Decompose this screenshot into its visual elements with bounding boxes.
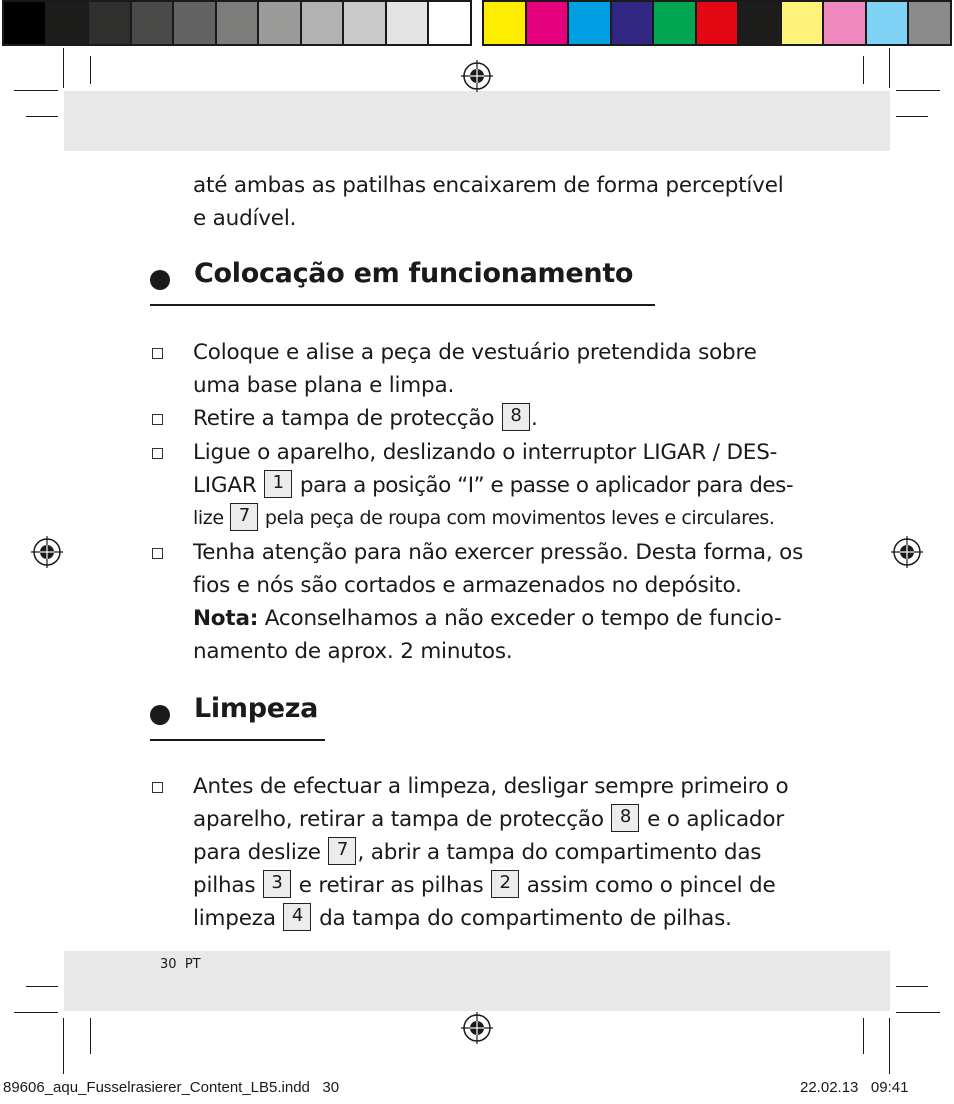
color-swatch: [344, 0, 387, 46]
crop-mark: [90, 56, 91, 84]
part-number-badge: 7: [328, 837, 356, 865]
color-swatch: [89, 0, 132, 46]
part-number-badge: 3: [263, 870, 291, 898]
section-heading-operation: [150, 256, 655, 306]
item-line: Coloque e alise a peça de vestuário pretendida sobre: [193, 340, 757, 365]
item-text: assim como o pincel de: [526, 873, 776, 898]
item-text: limpeza: [193, 906, 276, 931]
item-text: Retire a tampa de protecção: [193, 406, 495, 431]
intro-line: e audível.: [193, 206, 297, 231]
part-number-badge: 8: [611, 804, 639, 832]
item-text: e o aplicador: [647, 807, 784, 832]
registration-mark-icon: [31, 536, 63, 568]
color-swatch: [132, 0, 175, 46]
color-swatch: [174, 0, 217, 46]
section-title: Limpeza: [194, 693, 319, 724]
registration-mark-icon: [461, 1012, 493, 1044]
color-swatch: [2, 0, 47, 46]
part-number-badge: 2: [491, 870, 519, 898]
item-text: .: [531, 406, 538, 431]
part-number-badge: 8: [502, 403, 530, 431]
item-text: , abrir a tampa do compartimento das: [357, 840, 762, 865]
item-text: para deslize: [193, 840, 321, 865]
crop-mark: [63, 1018, 64, 1074]
note-text: namento de aprox. 2 minutos.: [193, 639, 513, 664]
item-line: Antes de efectuar a limpeza, desligar sempre primeiro o: [193, 774, 789, 799]
item-line: fios e nós são cortados e armazenados no depósito.: [193, 573, 742, 598]
crop-mark: [14, 90, 58, 91]
color-swatch: [612, 0, 655, 46]
color-swatch: [697, 0, 740, 46]
item-line: Tenha atenção para não exercer pressão. Desta forma, os: [193, 540, 804, 565]
crop-mark: [863, 56, 864, 84]
file-timestamp: 22.02.13 09:41: [800, 1079, 909, 1096]
crop-mark: [896, 986, 928, 987]
bullet-dot-icon: [150, 270, 170, 290]
crop-mark: [26, 986, 58, 987]
section-title: Colocação em funcionamento: [194, 258, 634, 289]
color-swatch: [259, 0, 302, 46]
item-line: Ligue o aparelho, deslizando o interruptor LIGAR / DES-: [193, 440, 778, 465]
item-text: da tampa do compartimento de pilhas.: [319, 906, 732, 931]
intro-paragraph: [193, 169, 784, 235]
color-swatch: [867, 0, 910, 46]
note-label: Nota:: [193, 606, 259, 631]
item-text: aparelho, retirar a tampa de protecção: [193, 807, 604, 832]
color-swatch: [739, 0, 782, 46]
checkbox-square-icon: [152, 414, 163, 425]
crop-mark: [896, 90, 940, 91]
color-swatch: [527, 0, 570, 46]
checkbox-square-icon: [152, 348, 163, 359]
crop-mark: [63, 48, 64, 88]
checkbox-square-icon: [152, 448, 163, 459]
part-number-badge: 4: [283, 903, 311, 931]
registration-mark-icon: [461, 60, 493, 92]
crop-mark: [889, 1018, 890, 1074]
item-line: uma base plana e limpa.: [193, 373, 455, 398]
item-text: para a posição “I” e passe o aplicador para des-: [299, 473, 794, 498]
language-code: PT: [184, 957, 201, 972]
color-swatch: [217, 0, 260, 46]
gray-color-bar: [2, 0, 472, 46]
part-number-badge: 1: [264, 470, 292, 498]
color-swatch: [387, 0, 430, 46]
checkbox-square-icon: [152, 782, 163, 793]
page-number-value: 30: [160, 957, 177, 972]
process-color-bar: [482, 0, 952, 46]
color-swatch: [47, 0, 90, 46]
file-slug: 89606_aqu_Fusselrasierer_Content_LB5.indd 30: [3, 1079, 340, 1096]
intro-line: até ambas as patilhas encaixarem de forma perceptível: [193, 173, 784, 198]
part-number-badge: 7: [230, 503, 258, 531]
item-text: LIGAR: [193, 473, 257, 498]
item-text: e retirar as pilhas: [298, 873, 484, 898]
bullet-dot-icon: [150, 705, 170, 725]
crop-mark: [889, 48, 890, 88]
note-text: Aconselhamos a não exceder o tempo de funcio-: [264, 606, 782, 631]
crop-mark: [90, 1018, 91, 1054]
color-swatch: [654, 0, 697, 46]
item-text: pilhas: [193, 873, 256, 898]
checkbox-square-icon: [152, 548, 163, 559]
color-swatch: [909, 0, 952, 46]
color-swatch: [482, 0, 527, 46]
crop-mark: [896, 116, 928, 117]
section-heading-cleaning: [150, 691, 325, 741]
crop-mark: [863, 1018, 864, 1054]
page-number: [160, 957, 201, 972]
registration-mark-icon: [891, 536, 923, 568]
crop-mark: [26, 116, 58, 117]
color-swatch: [569, 0, 612, 46]
color-swatch: [429, 0, 472, 46]
header-band: [64, 91, 890, 151]
color-swatch: [824, 0, 867, 46]
color-swatch: [782, 0, 825, 46]
crop-mark: [896, 1012, 940, 1013]
item-text: lize: [193, 507, 224, 529]
item-text: pela peça de roupa com movimentos leves e circulares.: [264, 507, 775, 529]
crop-mark: [14, 1012, 58, 1013]
color-swatch: [302, 0, 345, 46]
